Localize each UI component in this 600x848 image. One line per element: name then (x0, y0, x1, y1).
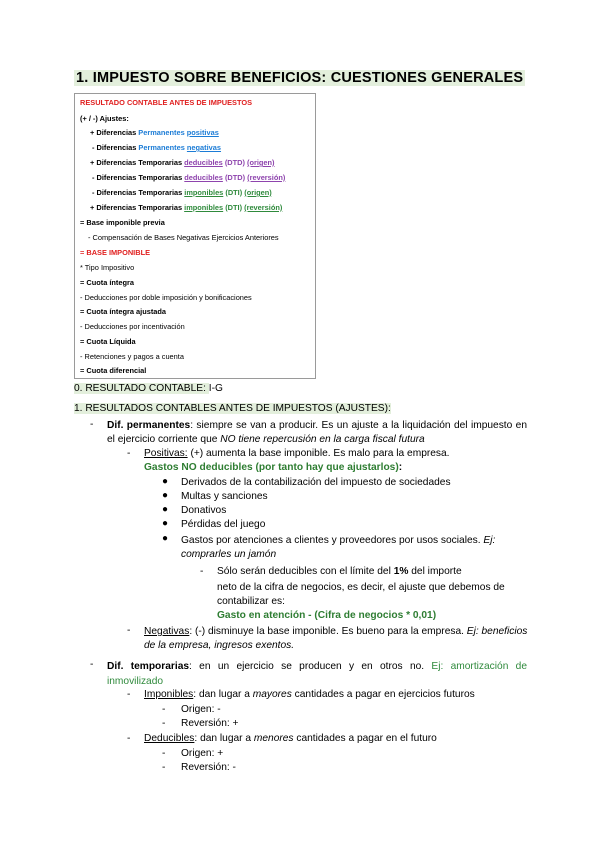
box-retenciones: - Retenciones y pagos a cuenta (80, 352, 184, 361)
box-temp-1: + Diferencias Temporarias deducibles (DTD) (origen) (90, 158, 275, 167)
bullet-dot: ● (162, 518, 169, 529)
box-base-imponible: = BASE IMPONIBLE (80, 248, 151, 257)
box-deducciones-incent: - Deducciones por incentivación (80, 322, 185, 331)
bullet-dash: - (90, 659, 94, 670)
gasto-item: Pérdidas del juego (181, 519, 266, 530)
temp-deducibles: Deducibles: dan lugar a menores cantidades a pagar en el futuro (144, 733, 437, 744)
box-temp-2: - Diferencias Temporarias deducibles (DTD) (reversión) (92, 173, 286, 182)
bullet-dash: - (162, 762, 166, 773)
bullet-dash: - (127, 625, 131, 636)
bullet-dash: - (90, 419, 94, 430)
limit-text: neto de la cifra de negocios, es decir, el ajuste que debemos de contabilizar es: (217, 582, 505, 607)
box-tipo: * Tipo Impositivo (80, 263, 135, 272)
bullet-dot: ● (162, 533, 169, 544)
box-perm-pos: + Diferencias Permanentes positivas (90, 128, 219, 137)
box-temp-4: + Diferencias Temporarias imponibles (DTI) (reversión) (90, 203, 283, 212)
bullet-dash: - (127, 733, 131, 744)
box-temp-3: - Diferencias Temporarias imponibles (DTI) (origen) (92, 188, 272, 197)
box-cuota-liquida: = Cuota Líquida (80, 337, 136, 346)
gasto-item: Donativos (181, 505, 227, 516)
bullet-dot: ● (162, 476, 169, 487)
temp-imponibles: Imponibles: dan lugar a mayores cantidades a pagar en ejercicios futuros (144, 689, 475, 700)
bullet-dash: - (200, 566, 204, 577)
box-perm-neg: - Diferencias Permanentes negativas (92, 143, 222, 152)
bullet-dash: - (162, 704, 166, 715)
box-compensacion: - Compensación de Bases Negativas Ejercicios Anteriores (88, 233, 279, 242)
box-cuota-integra: = Cuota íntegra (80, 278, 135, 287)
perm-positivas: Positivas: (+) aumenta la base imponible. Es malo para la empresa. (144, 448, 450, 459)
box-cuota-ajustada: = Cuota íntegra ajustada (80, 307, 167, 316)
tax-calculation-box (74, 93, 316, 379)
temp-paragraph: Dif. temporarias: en un ejercicio se producen y en otros no. Ej: amortización de inmovilizado (107, 661, 528, 687)
ded-reversion: Reversión: - (181, 762, 236, 773)
bullet-dash: - (127, 689, 131, 700)
bullet-dot: ● (162, 504, 169, 515)
box-cuota-diferencial: = Cuota diferencial (80, 366, 147, 375)
formula: Gasto en atención - (Cifra de negocios * 0,01) (217, 610, 437, 621)
box-base-previa: = Base imponible previa (80, 218, 165, 227)
box-header: RESULTADO CONTABLE ANTES DE IMPUESTOS (80, 98, 253, 107)
section-title: 1. IMPUESTO SOBRE BENEFICIOS: CUESTIONES GENERALES (76, 70, 524, 86)
bullet-dot: ● (162, 490, 169, 501)
limit-line: Sólo serán deducibles con el límite del 1% del importe (217, 566, 462, 577)
gastos-title: Gastos NO deducibles (por tanto hay que ajustarlos): (144, 462, 403, 473)
gasto-item: Gastos por atenciones a clientes y proveedores por usos sociales. Ej: comprarles un jamón (181, 535, 496, 560)
box-ajustes: (+ / -) Ajustes: (80, 114, 129, 123)
box-deducciones-doble: - Deducciones por doble imposición y bonificaciones (80, 293, 252, 302)
bullet-dash: - (162, 718, 166, 729)
ded-origen: Origen: + (181, 748, 224, 759)
bullet-dash: - (127, 448, 131, 459)
imp-reversion: Reversión: + (181, 718, 239, 729)
gasto-item: Derivados de la contabilización del impuesto de sociedades (181, 477, 451, 488)
perm-negativas: Negativas: (-) disminuye la base imponible. Es bueno para la empresa. Ej: beneficios de la empresa, ingresos exentos. (144, 626, 528, 651)
bullet-dash: - (162, 748, 166, 759)
gasto-item: Multas y sanciones (181, 491, 268, 502)
perm-paragraph: Dif. permanentes: siempre se van a producir. Es un ajuste a la liquidación del impuesto en el ejercicio corriente que NO tiene repercusión en la carga fiscal futura (107, 420, 527, 445)
section-1: 1. RESULTADOS CONTABLES ANTES DE IMPUESTOS (AJUSTES): (74, 403, 391, 414)
section-0: 0. RESULTADO CONTABLE: I-G (74, 383, 223, 394)
imp-origen: Origen: - (181, 704, 221, 715)
